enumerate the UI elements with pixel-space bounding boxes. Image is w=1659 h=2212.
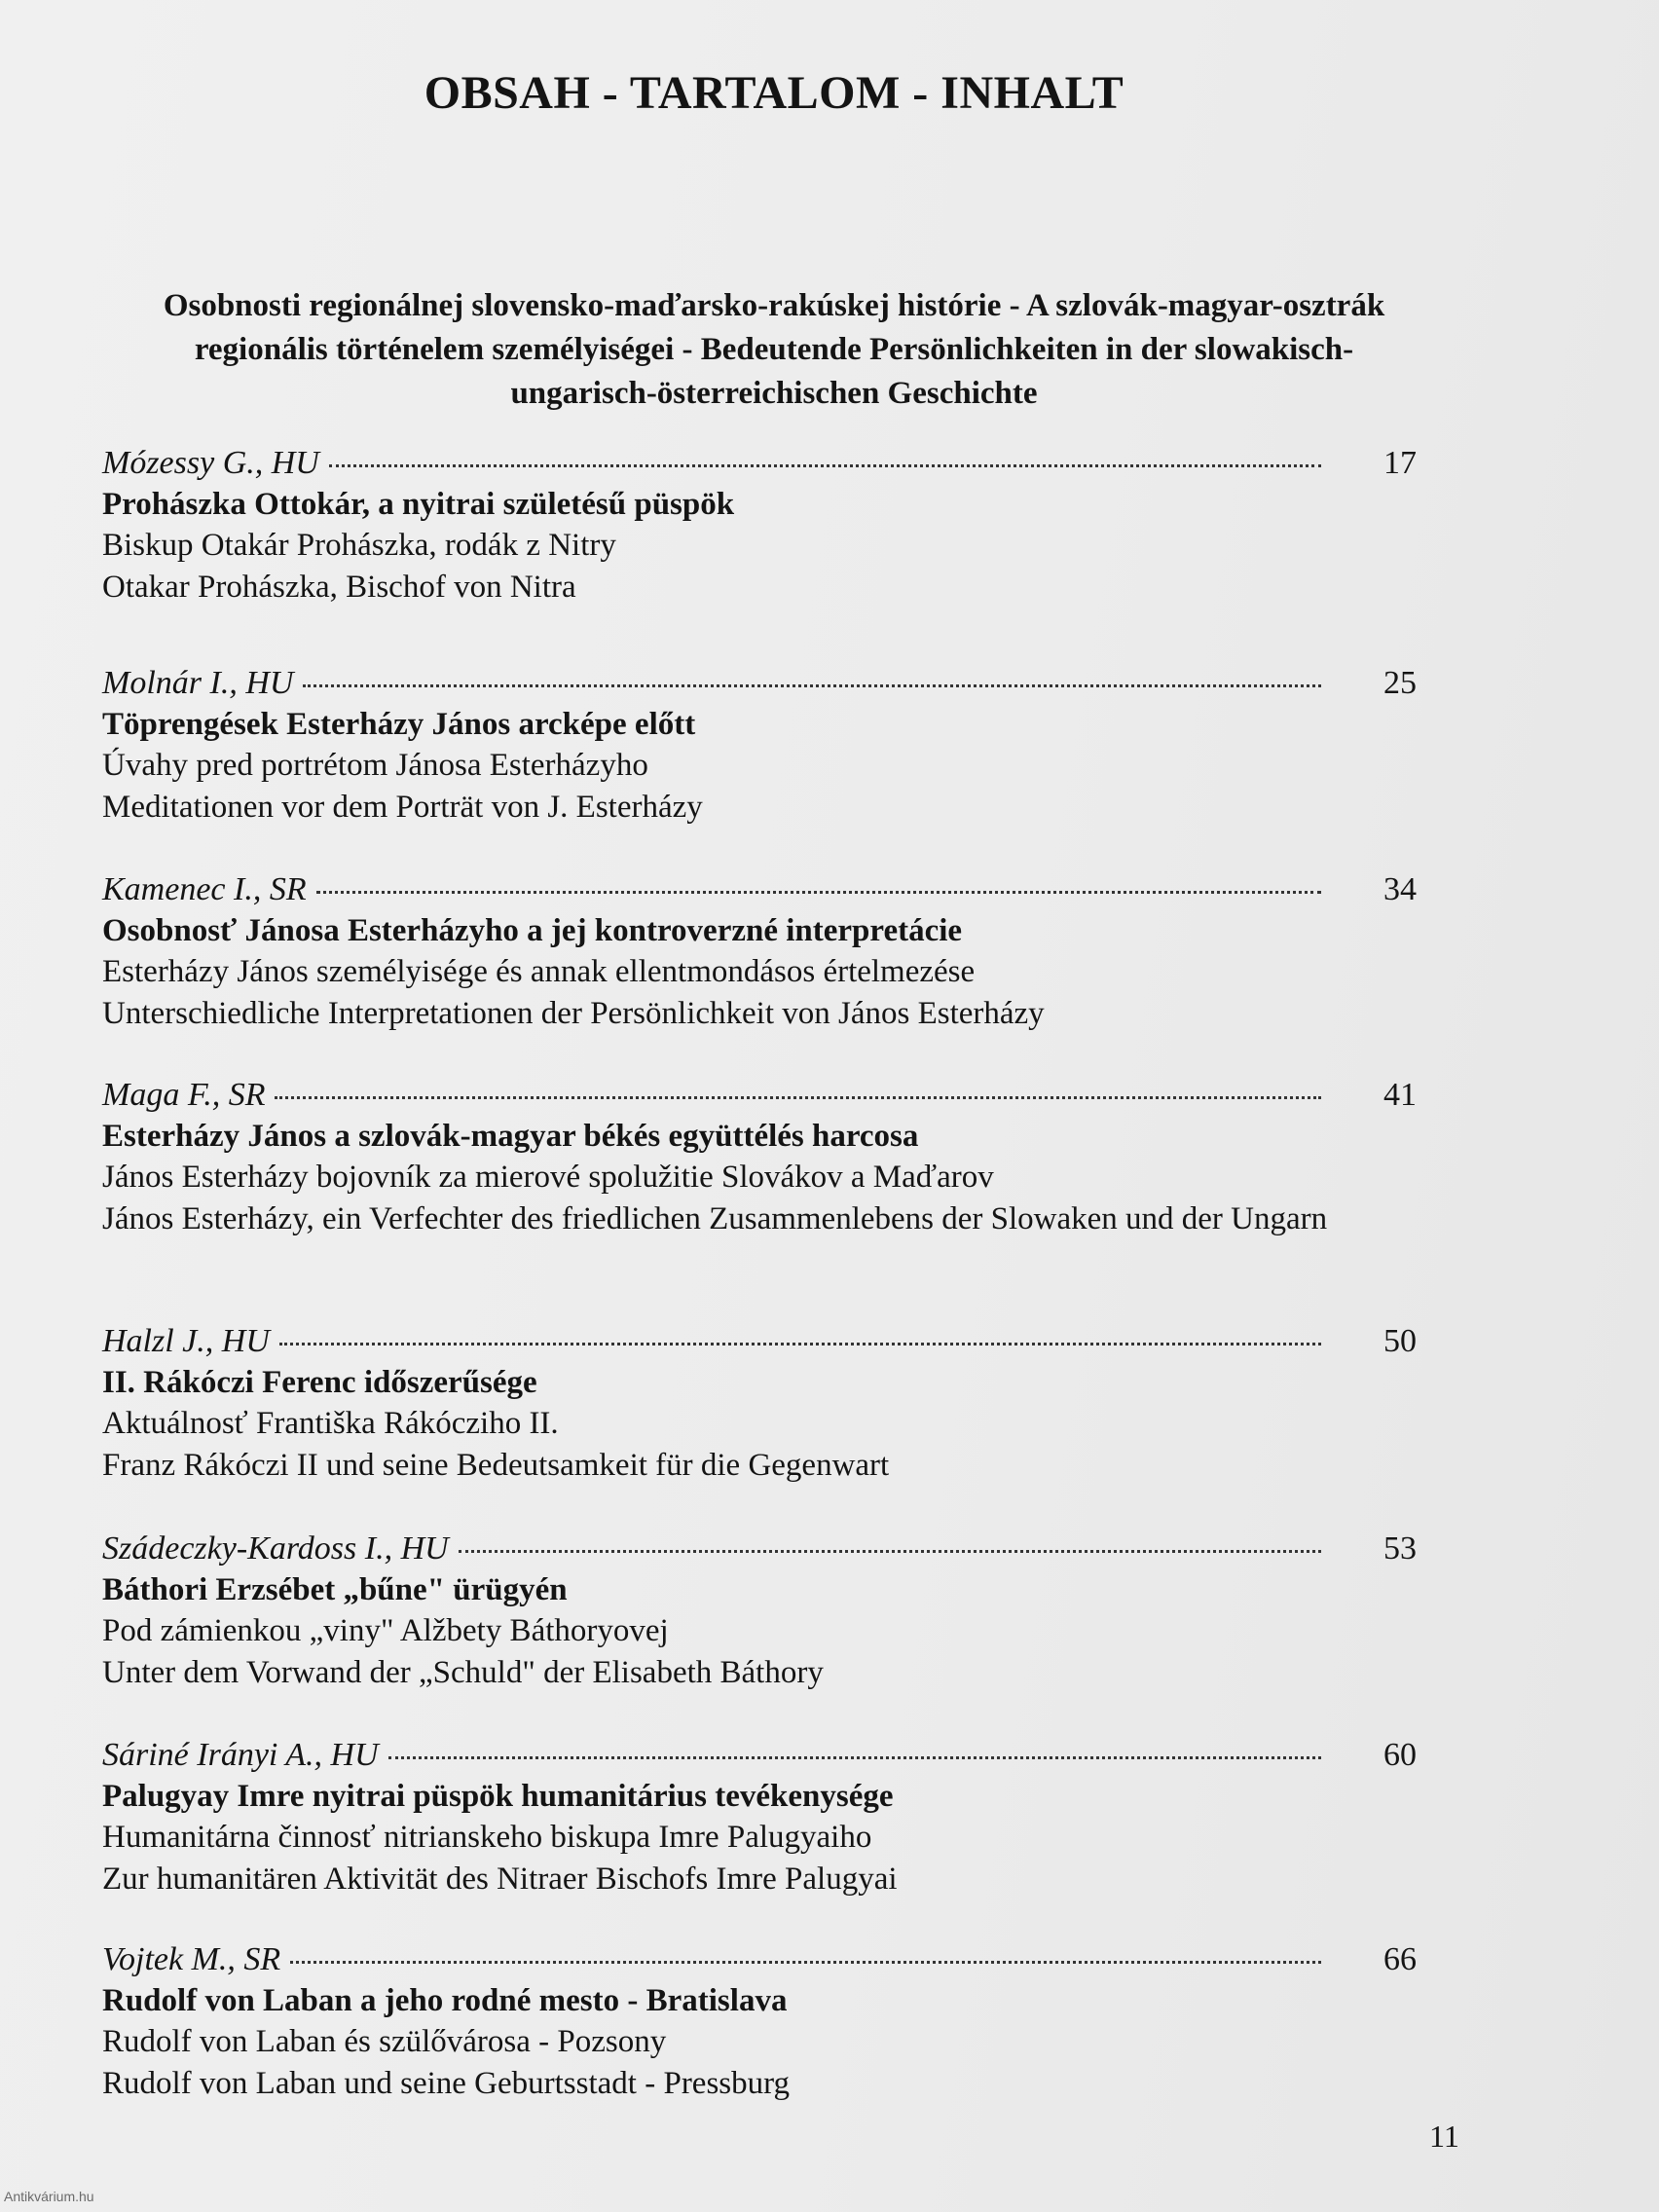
- leader-dots: [303, 682, 1321, 687]
- entry-author: Molnár I., HU: [102, 665, 294, 701]
- leader-dots: [459, 1548, 1321, 1553]
- entry-title-main: Osobnosť Jánosa Esterházyho a jej kontroverzné interpretácie: [102, 913, 963, 948]
- toc-entry: [102, 1321, 1417, 1487]
- entry-page-number: 53: [1383, 1530, 1417, 1567]
- entry-title-second: Biskup Otakár Prohászka, rodák z Nitry: [102, 528, 616, 563]
- entry-title-third: Otakar Prohászka, Bischof von Nitra: [102, 570, 576, 605]
- entry-title-second: Úvahy pred portrétom Jánosa Esterházyho: [102, 748, 648, 783]
- leader-dots: [275, 1094, 1321, 1099]
- toc-entry: [102, 1529, 1417, 1694]
- entry-title-second: Aktuálnosť Františka Rákócziho II.: [102, 1406, 559, 1441]
- entry-page-number: 66: [1383, 1941, 1417, 1977]
- entry-author: Halzl J., HU: [102, 1323, 270, 1359]
- leader-dots: [329, 462, 1321, 467]
- entry-page-number: 34: [1383, 871, 1417, 907]
- entry-title-main: II. Rákóczi Ferenc időszerűsége: [102, 1365, 537, 1400]
- entry-title-third: Meditationen vor dem Porträt von J. Esterházy: [102, 790, 703, 825]
- entry-page-number: 17: [1383, 445, 1417, 481]
- toc-entry: [102, 869, 1417, 1035]
- page-heading: OBSAH - TARTALOM - INHALT: [424, 67, 1124, 119]
- entry-author: Sáriné Irányi A., HU: [102, 1737, 379, 1773]
- page-number: 11: [1429, 2119, 1459, 2154]
- section-title: Osobnosti regionálnej slovensko-maďarsko-rakúskej histórie - A szlovák-magyar-osztrák regionális történelem személyiségei - Bedeutende Persönlichkeiten in der slowakisch-ungarisch-österreichischen Geschichte: [163, 288, 1385, 411]
- entry-title-main: Töprengések Esterházy János arcképe előtt: [102, 707, 696, 742]
- toc-entry: [102, 1075, 1417, 1240]
- entry-title-main: Prohászka Ottokár, a nyitrai születésű püspök: [102, 487, 735, 522]
- entry-title-main: Esterházy János a szlovák-magyar békés együttélés harcosa: [102, 1119, 919, 1154]
- entry-title-third: Zur humanitären Aktivität des Nitraer Bischofs Imre Palugyai: [102, 1862, 898, 1897]
- entry-author: Vojtek M., SR: [102, 1941, 281, 1977]
- entry-page-number: 50: [1383, 1323, 1417, 1359]
- entry-title-main: Báthori Erzsébet „bűne" ürügyén: [102, 1572, 568, 1607]
- entry-page-number: 60: [1383, 1737, 1417, 1773]
- toc-entry: [102, 1735, 1417, 1900]
- toc-entry: [102, 1939, 1417, 2105]
- entry-title-main: Rudolf von Laban a jeho rodné mesto - Bratislava: [102, 1983, 788, 2018]
- entry-author: Mózessy G., HU: [102, 445, 319, 481]
- watermark-text: Antikvárium.hu: [4, 2189, 94, 2204]
- entry-title-third: Franz Rákóczi II und seine Bedeutsamkeit für die Gegenwart: [102, 1448, 890, 1483]
- entry-title-second: János Esterházy bojovník za mierové spolužitie Slovákov a Maďarov: [102, 1160, 994, 1195]
- entry-title-third: Unterschiedliche Interpretationen der Persönlichkeit von János Esterházy: [102, 996, 1045, 1031]
- entry-title-second: Esterházy János személyisége és annak ellentmondásos értelmezése: [102, 954, 976, 989]
- entry-title-second: Humanitárna činnosť nitrianskeho biskupa Imre Palugyaiho: [102, 1820, 872, 1855]
- entry-page-number: 25: [1383, 665, 1417, 701]
- entry-author: Maga F., SR: [102, 1077, 266, 1113]
- entry-author: Szádeczky-Kardoss I., HU: [102, 1530, 449, 1567]
- leader-dots: [279, 1341, 1321, 1346]
- entry-page-number: 41: [1383, 1077, 1417, 1113]
- entry-title-main: Palugyay Imre nyitrai püspök humanitárius tevékenysége: [102, 1779, 894, 1814]
- toc-entry: [102, 443, 1417, 608]
- leader-dots: [316, 889, 1321, 894]
- entry-title-third: Rudolf von Laban und seine Geburtsstadt - Pressburg: [102, 2066, 791, 2101]
- entry-title-second: Rudolf von Laban és szülővárosa - Pozsony: [102, 2024, 667, 2059]
- entry-title-third: Unter dem Vorwand der „Schuld" der Elisabeth Báthory: [102, 1655, 824, 1690]
- entry-author: Kamenec I., SR: [102, 871, 307, 907]
- toc-entry: [102, 663, 1417, 829]
- entry-title-third: János Esterházy, ein Verfechter des friedlichen Zusammenlebens der Slowaken und der Ungarn: [102, 1201, 1328, 1236]
- leader-dots: [388, 1754, 1321, 1759]
- entry-title-second: Pod zámienkou „viny" Alžbety Báthoryovej: [102, 1613, 669, 1648]
- leader-dots: [290, 1959, 1321, 1964]
